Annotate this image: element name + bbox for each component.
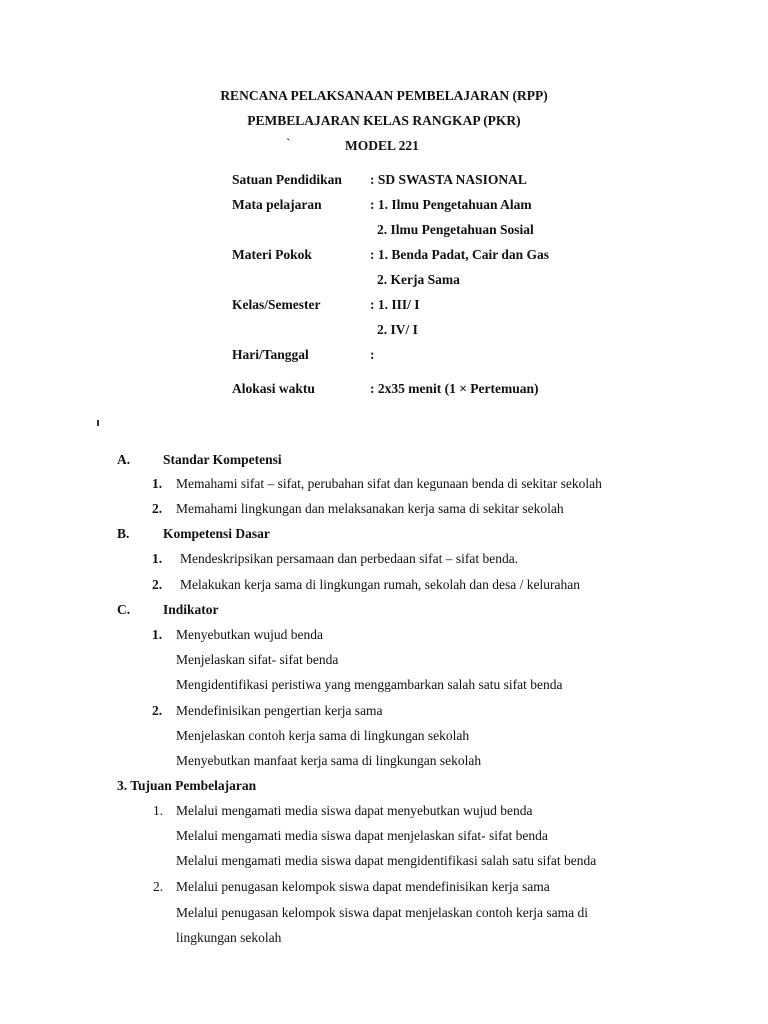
section-b-num-1: 1. [152, 551, 163, 566]
label-kelas: Kelas/Semester [232, 297, 321, 312]
section-b-title: Kompetensi Dasar [163, 526, 270, 541]
section-a-letter: A. [117, 452, 131, 467]
section-a-num-2: 2. [152, 501, 163, 516]
section-c-g2-line-1: Mendefinisikan pengertian kerja sama [176, 703, 383, 718]
label-materi: Materi Pokok [232, 247, 312, 262]
title-line-2: PEMBELAJARAN KELAS RANGKAP (PKR) [247, 113, 521, 128]
section-b-num-2: 2. [152, 577, 163, 592]
section-c-num-1: 1. [152, 627, 163, 642]
section-c-g2-line-2: Menjelaskan contoh kerja sama di lingkungan sekolah [176, 728, 470, 743]
title-line-1: RENCANA PELAKSANAAN PEMBELAJARAN (RPP) [220, 88, 548, 103]
section-c-g1-line-2: Menjelaskan sifat- sifat benda [176, 652, 339, 667]
value-kelas-2: 2. IV/ I [377, 322, 418, 337]
value-satuan: : SD SWASTA NASIONAL [370, 172, 527, 187]
value-alokasi: : 2x35 menit (1 × Pertemuan) [370, 381, 539, 396]
section-c-title: Indikator [163, 602, 219, 617]
section-3-title: 3. Tujuan Pembelajaran [117, 778, 257, 793]
value-kelas-1: : 1. III/ I [370, 297, 420, 312]
section-a-title: Standar Kompetensi [163, 452, 282, 467]
stray-backtick: ` [286, 136, 291, 151]
label-alokasi: Alokasi waktu [232, 381, 315, 396]
value-mapel-1: : 1. Ilmu Pengetahuan Alam [370, 197, 532, 212]
value-hari: : [370, 347, 375, 362]
section-3-g1-line-3: Melalui mengamati media siswa dapat mengidentifikasi salah satu sifat benda [176, 853, 597, 868]
section-3-g2-line-1: Melalui penugasan kelompok siswa dapat mendefinisikan kerja sama [176, 879, 550, 894]
section-3-num-1: 1. [153, 803, 164, 818]
section-c-letter: C. [117, 602, 131, 617]
margin-mark [97, 420, 99, 426]
section-b-letter: B. [117, 526, 130, 541]
label-satuan: Satuan Pendidikan [232, 172, 342, 187]
section-b-item-1: Mendeskripsikan persamaan dan perbedaan sifat – sifat benda. [180, 551, 519, 566]
section-3-g2-line-3: lingkungan sekolah [176, 930, 282, 945]
section-c-g1-line-1: Menyebutkan wujud benda [176, 627, 323, 642]
section-3-g1-line-2: Melalui mengamati media siswa dapat menjelaskan sifat- sifat benda [176, 828, 548, 843]
label-hari: Hari/Tanggal [232, 347, 309, 362]
value-mapel-2: 2. Ilmu Pengetahuan Sosial [377, 222, 534, 237]
section-3-g1-line-1: Melalui mengamati media siswa dapat menyebutkan wujud benda [176, 803, 533, 818]
section-3-g2-line-2: Melalui penugasan kelompok siswa dapat menjelaskan contoh kerja sama di [176, 905, 589, 920]
section-a-item-2: Memahami lingkungan dan melaksanakan kerja sama di sekitar sekolah [176, 501, 564, 516]
value-materi-2: 2. Kerja Sama [377, 272, 460, 287]
section-a-num-1: 1. [152, 476, 163, 491]
section-b-item-2: Melakukan kerja sama di lingkungan rumah, sekolah dan desa / kelurahan [180, 577, 580, 592]
value-materi-1: : 1. Benda Padat, Cair dan Gas [370, 247, 550, 262]
label-mapel: Mata pelajaran [232, 197, 322, 212]
title-line-3: MODEL 221 [345, 138, 419, 153]
section-c-g1-line-3: Mengidentifikasi peristiwa yang menggambarkan salah satu sifat benda [176, 677, 563, 692]
section-a-item-1: Memahami sifat – sifat, perubahan sifat dan kegunaan benda di sekitar sekolah [176, 476, 602, 491]
section-c-g2-line-3: Menyebutkan manfaat kerja sama di lingkungan sekolah [176, 753, 482, 768]
section-3-num-2: 2. [153, 879, 164, 894]
section-c-num-2: 2. [152, 703, 163, 718]
